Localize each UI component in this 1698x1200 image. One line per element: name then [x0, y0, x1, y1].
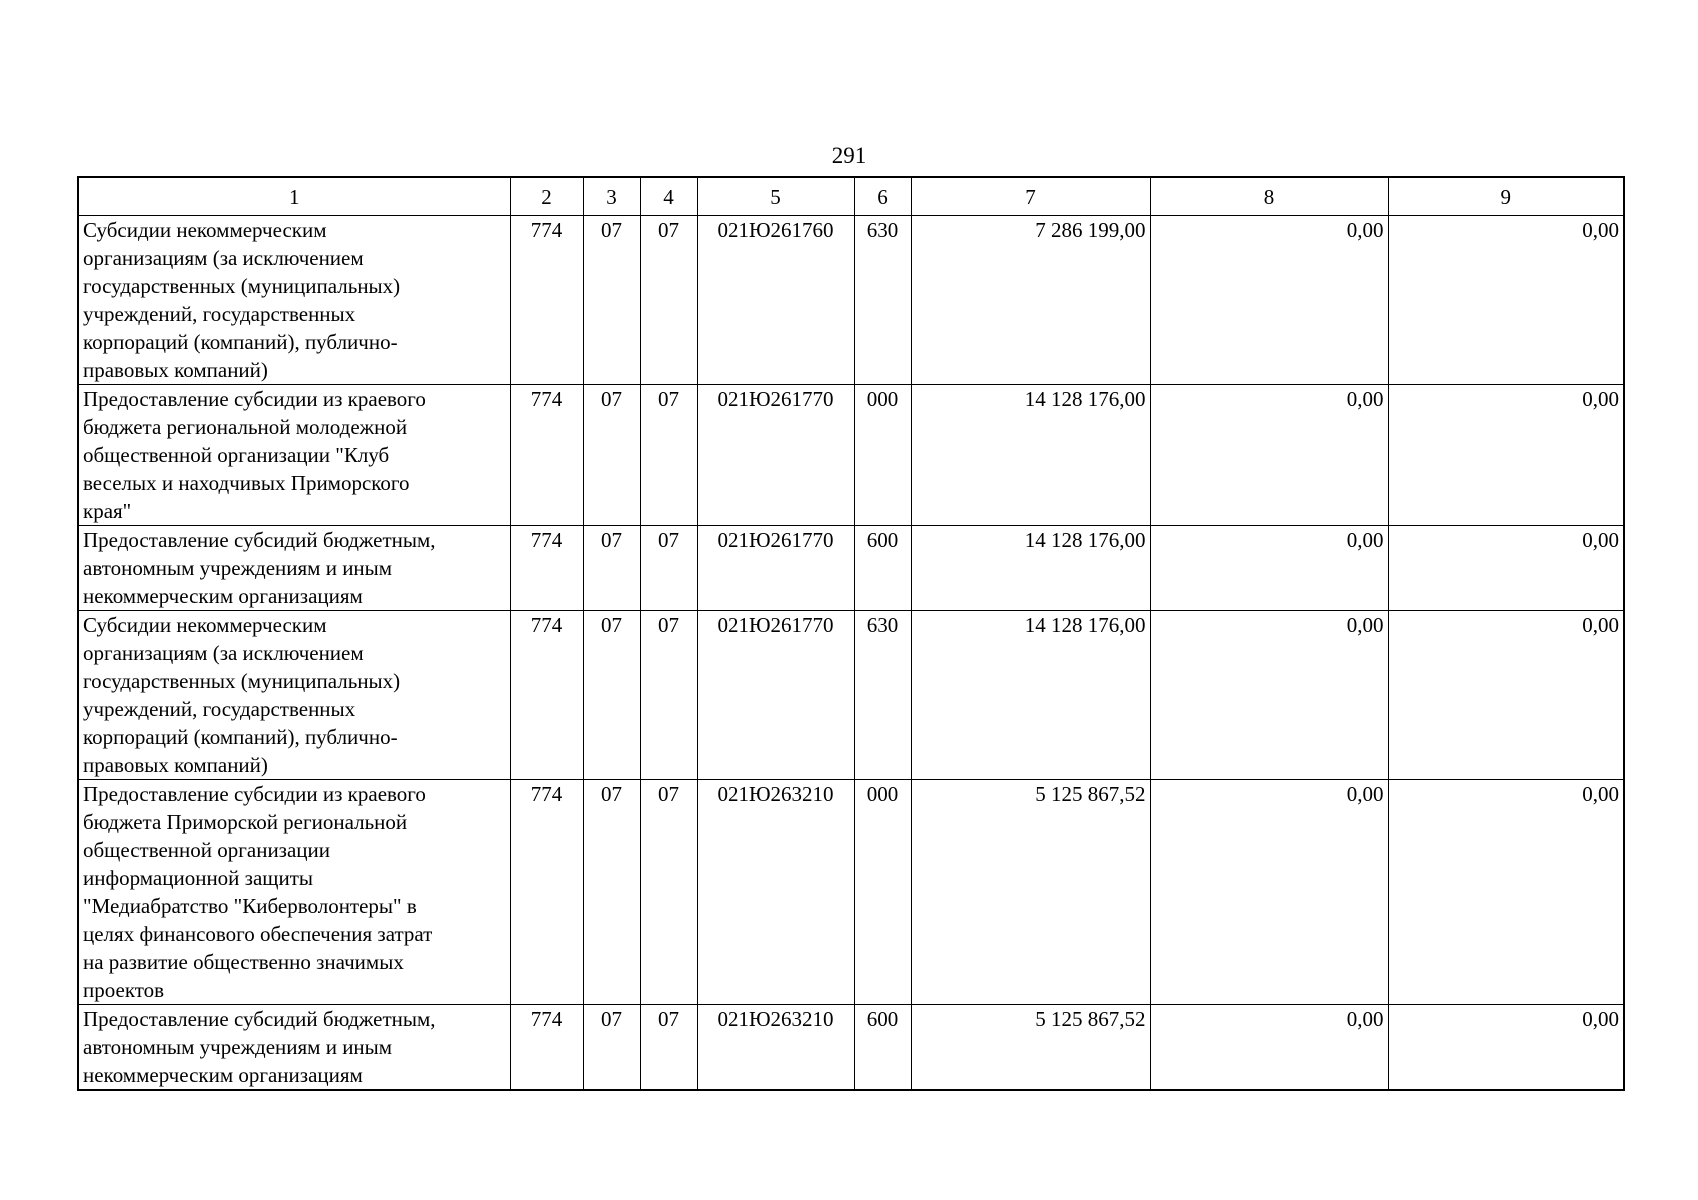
description-line: бюджета Приморской региональной — [83, 810, 408, 834]
description-line: общественной организации — [83, 838, 331, 862]
amount-col-7: 14 128 176,00 — [911, 526, 1150, 611]
amount-col-9: 0,00 — [1388, 216, 1624, 385]
subsection-code: 07 — [640, 216, 697, 385]
expense-type-code: 630 — [854, 611, 911, 780]
description-line: информационной защиты — [83, 866, 313, 890]
ministry-code: 774 — [510, 526, 583, 611]
description-line: "Медиабратство "Киберволонтеры" в — [83, 894, 417, 918]
table-row — [78, 611, 1624, 780]
description-line: Субсидии некоммерческим — [83, 613, 327, 637]
amount-col-7: 5 125 867,52 — [911, 1005, 1150, 1091]
amount-col-9: 0,00 — [1388, 385, 1624, 526]
description-line: Предоставление субсидий бюджетным, — [83, 528, 436, 552]
description-line: края" — [83, 499, 132, 523]
amount-col-8: 0,00 — [1150, 1005, 1388, 1091]
description-line: общественной организации "Клуб — [83, 443, 390, 467]
row-description — [78, 385, 510, 526]
section-code: 07 — [583, 216, 640, 385]
description-line: учреждений, государственных — [83, 697, 356, 721]
description-line: автономным учреждениям и иным — [83, 556, 393, 580]
table-row — [78, 1005, 1624, 1091]
description-line: государственных (муниципальных) — [83, 274, 401, 298]
amount-col-7: 14 128 176,00 — [911, 611, 1150, 780]
expense-type-code: 630 — [854, 216, 911, 385]
table-row — [78, 385, 1624, 526]
column-header: 3 — [583, 177, 640, 216]
table-row — [78, 216, 1624, 385]
target-article-code: 021Ю261770 — [697, 526, 854, 611]
column-header: 1 — [78, 177, 510, 216]
amount-col-9: 0,00 — [1388, 526, 1624, 611]
description-line: Предоставление субсидии из краевого — [83, 387, 426, 411]
section-code: 07 — [583, 611, 640, 780]
budget-table — [77, 176, 1625, 1091]
column-header: 4 — [640, 177, 697, 216]
description-line: Предоставление субсидии из краевого — [83, 782, 426, 806]
section-code: 07 — [583, 385, 640, 526]
amount-col-8: 0,00 — [1150, 780, 1388, 1005]
row-description — [78, 526, 510, 611]
description-line: правовых компаний) — [83, 753, 268, 777]
description-line: организациям (за исключением — [83, 641, 364, 665]
description-line: правовых компаний) — [83, 358, 268, 382]
subsection-code: 07 — [640, 780, 697, 1005]
expense-type-code: 000 — [854, 385, 911, 526]
description-line: корпораций (компаний), публично- — [83, 330, 398, 354]
description-line: некоммерческим организациям — [83, 1063, 363, 1087]
section-code: 07 — [583, 1005, 640, 1091]
column-header: 7 — [911, 177, 1150, 216]
subsection-code: 07 — [640, 1005, 697, 1091]
description-line: Субсидии некоммерческим — [83, 218, 327, 242]
target-article-code: 021Ю263210 — [697, 1005, 854, 1091]
table-row — [78, 526, 1624, 611]
target-article-code: 021Ю261770 — [697, 385, 854, 526]
ministry-code: 774 — [510, 780, 583, 1005]
ministry-code: 774 — [510, 216, 583, 385]
target-article-code: 021Ю261770 — [697, 611, 854, 780]
description-line: государственных (муниципальных) — [83, 669, 401, 693]
amount-col-9: 0,00 — [1388, 780, 1624, 1005]
amount-col-8: 0,00 — [1150, 611, 1388, 780]
ministry-code: 774 — [510, 1005, 583, 1091]
table-header-row — [78, 177, 1624, 216]
description-line: Предоставление субсидий бюджетным, — [83, 1007, 436, 1031]
expense-type-code: 600 — [854, 526, 911, 611]
amount-col-7: 7 286 199,00 — [911, 216, 1150, 385]
ministry-code: 774 — [510, 611, 583, 780]
row-description — [78, 1005, 510, 1091]
amount-col-7: 5 125 867,52 — [911, 780, 1150, 1005]
column-header: 6 — [854, 177, 911, 216]
column-header: 8 — [1150, 177, 1388, 216]
row-description — [78, 611, 510, 780]
description-line: проектов — [83, 978, 165, 1002]
subsection-code: 07 — [640, 526, 697, 611]
table-row — [78, 780, 1624, 1005]
amount-col-8: 0,00 — [1150, 216, 1388, 385]
target-article-code: 021Ю261760 — [697, 216, 854, 385]
section-code: 07 — [583, 780, 640, 1005]
page-number: 291 — [831, 143, 867, 168]
amount-col-9: 0,00 — [1388, 611, 1624, 780]
row-description — [78, 780, 510, 1005]
subsection-code: 07 — [640, 385, 697, 526]
amount-col-9: 0,00 — [1388, 1005, 1624, 1091]
ministry-code: 774 — [510, 385, 583, 526]
target-article-code: 021Ю263210 — [697, 780, 854, 1005]
description-line: веселых и находчивых Приморского — [83, 471, 410, 495]
description-line: целях финансового обеспечения затрат — [83, 922, 433, 946]
column-header: 2 — [510, 177, 583, 216]
description-line: корпораций (компаний), публично- — [83, 725, 398, 749]
description-line: бюджета региональной молодежной — [83, 415, 408, 439]
expense-type-code: 600 — [854, 1005, 911, 1091]
section-code: 07 — [583, 526, 640, 611]
description-line: учреждений, государственных — [83, 302, 356, 326]
description-line: автономным учреждениям и иным — [83, 1035, 393, 1059]
amount-col-8: 0,00 — [1150, 385, 1388, 526]
column-header: 5 — [697, 177, 854, 216]
subsection-code: 07 — [640, 611, 697, 780]
description-line: на развитие общественно значимых — [83, 950, 404, 974]
amount-col-7: 14 128 176,00 — [911, 385, 1150, 526]
description-line: некоммерческим организациям — [83, 584, 363, 608]
row-description — [78, 216, 510, 385]
description-line: организациям (за исключением — [83, 246, 364, 270]
column-header: 9 — [1388, 177, 1624, 216]
amount-col-8: 0,00 — [1150, 526, 1388, 611]
expense-type-code: 000 — [854, 780, 911, 1005]
